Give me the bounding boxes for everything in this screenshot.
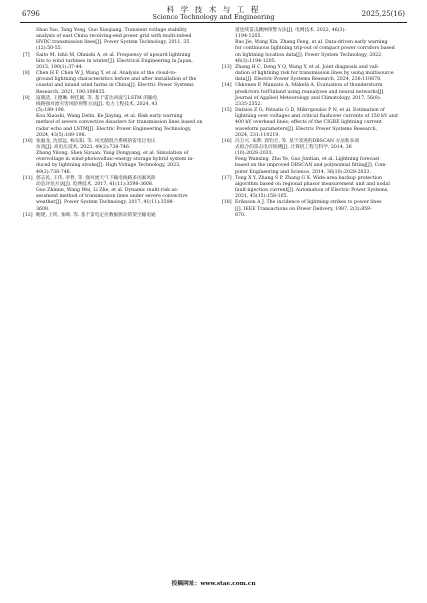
reference-entry (222, 83, 404, 108)
page-number: 6796 (22, 10, 40, 18)
reference-entry (23, 28, 205, 53)
reference-text: Chen H F, Chen W J, Wang Y, et al. Analysis of the cloud-to- ground lightning characteristics before and after installation of the coastal and inland wind farms in China[J]. Electric Power Systems Research, 2021, 190:106835. (36, 71, 197, 95)
reference-number: [11] (23, 175, 33, 181)
reference-number: [14] (222, 83, 232, 89)
journal-title-cn: 科 学 技 术 与 工 程 (166, 5, 261, 14)
reference-text: Ukkonen P, Manzato A, Mäkelä A. Evaluation of thunderstorm predictors forFinland using reanalyses and neural networks[J]. Journal of Applied Meteorology and Climatology, 2017, 56(8): 2335-2352. (235, 83, 385, 107)
reference-text: Tong X Y, Zhang S P, Zhang G X. Wide-area backup protection algorithm based on regional phasor measurement unit and nodal fault-injection current[J]. Automation of Electric Power Systems, 2021, 45(15):158-165. (235, 175, 390, 200)
reference-text: Eriksson A J. The incidence of lightning strikes to power lines [J]. IEEE Transactions on Power Delivery, 1987, 2(3):859- 870. (235, 200, 382, 218)
reference-number: [13] (222, 64, 232, 70)
reference-entry (23, 96, 205, 139)
reference-text: Shao Yao, Tang Yong, Guo Xiaojiang. Transient voltage stability analysis of east China receiving-end power grid with multi-infeed HVDC transmission lines[J]. Power System Technology, 2011, 35 (12):50-55. (36, 28, 192, 52)
reference-column-left (23, 28, 205, 219)
reference-text: 鲍建, 王昕, 张峰, 等. 基于雷电定位数据驱动的架空输电通 (36, 212, 156, 218)
reference-entry (222, 108, 404, 139)
journal-title-en: Science Technology and Engineering (152, 13, 275, 21)
reference-number: [18] (222, 200, 232, 206)
reference-text: Datsios Z G, Patsalis G D, Mikropoulos P N, et al. Estimation of lightning over voltages and critical flashover currents of 150 kV and 400 kV overhead lines; effects of the CIGRE lightning current waveform parameters[J]. Electric Power Systems Research, 2024, 231:110219. (235, 108, 398, 138)
reference-number: [10] (23, 138, 33, 144)
reference-text: 道连续雷击跳闸预警方法[J]. 电网技术, 2022, 46(3): 1194-1205. Bao Jie, Wang Xin, Zhang Feng, et al. Data-driven early warning for continuous lightning trip-out of compact power corridors based on lightning location data[J]. Power System Technology, 2022, 46(3):1194-1205. (235, 28, 395, 64)
reference-number: [16] (222, 138, 232, 144)
reference-number: [12] (23, 212, 33, 218)
reference-number: [17] (222, 175, 232, 181)
reference-entry (222, 200, 404, 218)
reference-entry (222, 65, 404, 83)
reference-number: [7] (23, 52, 30, 58)
reference-text: Saito M, Ishii M, Ohnishi A, et al. Frequency of upward lightning hits to wind turbines in winter[J]. Electrical Engineering in Japan, 2015, 190(1):37-44. (36, 52, 193, 70)
reference-column-right (222, 28, 404, 219)
submission-url: 投稿网址：www.stae.com.cn (171, 581, 256, 587)
reference-number: [15] (222, 108, 232, 114)
reference-text: 冯万兴, 朱晔, 郭钧天, 等. 基于改进的DBSCAN 方法和多项 式拟合的雷击电闪预测[J]. 计算机工程与科学, 2014, 36 (10):2028-2033. Feng Wanxing, Zhu Ye, Guo Juntian, et al. Lightning forecast based on the improved DBSCAN and polynomial fitting[J]. Com- puter Engineering and Science, 2014, 36(10):2028-2033. (235, 138, 388, 175)
reference-entry (23, 53, 205, 71)
issue-label: 2025,25(16) (361, 10, 405, 18)
reference-text: 张毅龙, 沈思远, 杨东阳, 等. 风光储混合系统的雷电过电压 仿真[J]. 高电压技术, 2023, 49(2):738-746. Zhang Yilong, Shen Siyuan, Yang Dongyang, et al. Simulation of overvoltage in wind-photovoltaic-energy storage hybrid system in- duced by lightning stroke[J]. High Voltage Technology, 2023, 49(2):738-746. (36, 138, 194, 175)
reference-entry (23, 139, 205, 176)
header-rule (20, 22, 407, 23)
reference-number: [8] (23, 71, 30, 77)
reference-text: 寇晓适, 王德琳, 柯佳颖, 等. 基于雷达回波与LSTM 的输电 线路强对流灾害风险预警方法[J]. 电力工程技术, 2024, 43 (5):189-198. Kou Xiaoshi, Wang Delin, Ke Jiaying, et al. Risk early warning method of severe convective disasters for transmission lines based on radar echo and LSTM[J]. Electric Power Engineering Technology, 2024, 43(5):189-198. (36, 95, 203, 138)
reference-entry (222, 176, 404, 201)
reference-text: 郭志民, 王伟, 李哲, 等. 强对流天气下输电线路多因素风险 动态评估方法[J]. 电网技术, 2017, 41(11):3598-3608. Guo Zhimin, Wang Wei, Li Zhe, et al. Dynamic multi-risk as- sessment method of transmission lines under severe convective weather[J]. Power System Technology, 2017, 41(11):3598- 3608. (36, 175, 188, 212)
reference-entry (23, 213, 205, 219)
reference-text: Zhang H C, Deng Y Q, Wang Y, et al. Joint diagnosis and vali- dation of lightning risk for transmission lines by using multisource data[J]. Electric Power Systems Research, 2024, 236:110878. (235, 64, 394, 83)
reference-entry (222, 28, 404, 65)
reference-entry (23, 176, 205, 213)
reference-entry (222, 139, 404, 176)
reference-entry (23, 71, 205, 96)
reference-number: [9] (23, 95, 30, 101)
